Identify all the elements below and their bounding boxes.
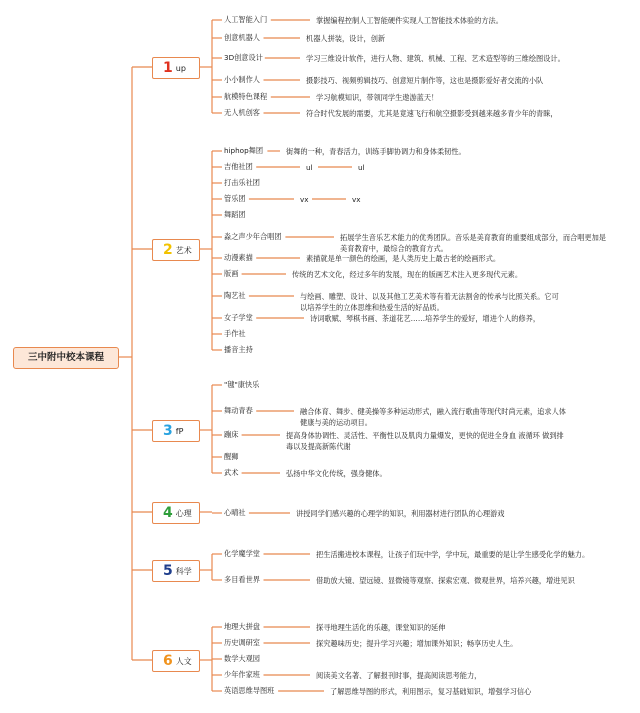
course-description: 摄影技巧、视频剪辑技巧、创意短片制作等，这也是摄影爱好者交流的小队 — [306, 76, 544, 85]
course-description: 阅读美文名著、了解报刊时事，提高阅读思考能力， — [316, 671, 482, 680]
course-label: 航模特色课程 — [224, 92, 268, 101]
category-label: 艺术 — [175, 245, 192, 255]
category-number: 1 — [163, 60, 173, 76]
course-description: 把生活搬进校本课程，让孩子们玩中学，学中玩，最重要的是让学生感受化学的魅力。 — [316, 550, 590, 559]
category-node — [152, 420, 200, 442]
course-label: 管乐团 — [224, 194, 246, 203]
course-label: 数学大观园 — [224, 654, 260, 663]
course-label: 淼之声少年合唱团 — [224, 232, 282, 241]
course-label: 醒狮 — [224, 452, 239, 461]
course-description: 提高身体协调性、灵活性、平衡性以及肌肉力量爆发，更快的促进全身血 液循环 做到排毒以及提高新陈代谢 — [286, 431, 564, 451]
course-extra: vx — [352, 195, 361, 204]
course-description: 学习航模知识，带领同学生遨游蓝天！ — [316, 93, 439, 102]
category-node — [152, 650, 200, 672]
category-label: 科学 — [175, 566, 192, 576]
course-label: 播音主持 — [224, 345, 253, 354]
course-description: 讲授同学们感兴趣的心理学的知识，利用器材进行团队的心理游戏 — [296, 509, 505, 518]
course-label: 武术 — [224, 468, 239, 477]
course-description: 借助放大镜、望远镜、显微镜等观察、探索宏观、微观世界，培养兴趣，增进见识 — [316, 576, 575, 585]
course-description: 符合时代发展的需要，尤其是竟速飞行和航空摄影受到越来越多青少年的青睐， — [306, 109, 558, 118]
category-node — [152, 57, 200, 79]
course-label: "毽"康快乐 — [224, 380, 260, 389]
course-label: 动漫素描 — [224, 253, 253, 262]
category-label: 人文 — [175, 656, 192, 666]
course-label: 英语思维导图班 — [224, 686, 275, 695]
course-label: 化学魔学堂 — [224, 549, 260, 558]
course-label: 女子学堂 — [224, 313, 253, 322]
course-label: 3D创意设计 — [224, 53, 263, 62]
course-description: 探究趣味历史；提升学习兴趣；增加课外知识；畅享历史人生。 — [316, 639, 518, 648]
course-label: 心晴社 — [224, 508, 246, 517]
course-description: 机器人拼装，设计，创新 — [306, 34, 386, 43]
course-description: 诗词歌赋、琴棋书画、茶道花艺……培养学生的爱好，增进个人的修养， — [310, 314, 541, 323]
course-label: 创意机器人 — [224, 33, 260, 42]
course-description: 融合体育、舞步、健美操等多种运动形式，融入流行歌曲等现代时尚元素，追求人体健康与美的运动项目。 — [300, 407, 566, 427]
course-label: 手作社 — [224, 329, 246, 338]
course-label: 舞动青春 — [224, 406, 253, 415]
course-label: 陶艺社 — [224, 291, 246, 300]
category-label: 心理 — [175, 508, 192, 518]
course-label: hiphop舞团 — [224, 146, 264, 155]
category-label: fP — [175, 426, 184, 436]
course-label: 蹦床 — [224, 430, 239, 439]
category-number: 5 — [163, 563, 173, 579]
course-description: 传统的艺术文化，经过多年的发展，现在的版画艺术注入更多现代元素。 — [292, 270, 523, 279]
course-description: 街舞的一种，青春活力，训练手脚协调力和身体柔韧性。 — [286, 147, 466, 156]
course-extra: ul — [358, 163, 365, 172]
root-node: 三中附中校本课程 — [13, 347, 119, 369]
course-label: 小小制作人 — [224, 75, 260, 84]
category-number: 4 — [163, 505, 173, 521]
course-description: 弘扬中华文化传统，强身健体。 — [286, 469, 387, 478]
course-description: 掌握编程控制人工智能硬件实现人工智能技术体验的方法。 — [316, 16, 503, 25]
course-description: 拓展学生音乐艺术能力的优秀团队。音乐是美育教育的重要组成部分，而合唱更加是美育教育中，最综合的教育方式。 — [340, 233, 606, 253]
course-description: 探寻地理生活化的乐趣，课堂知识的延伸 — [316, 623, 446, 632]
course-label: 多目看世界 — [224, 575, 260, 584]
course-description: vx — [300, 195, 309, 204]
course-label: 无人机创客 — [224, 108, 260, 117]
category-label: up — [175, 63, 186, 73]
course-label: 舞蹈团 — [224, 210, 246, 219]
course-label: 地理大拼盘 — [224, 622, 260, 631]
course-label: 少年作家班 — [224, 670, 260, 679]
course-description: 了解思维导图的形式，利用图示，复习基础知识，增强学习信心 — [330, 687, 532, 696]
course-label: 打击乐社团 — [224, 178, 260, 187]
course-label: 历史调研室 — [224, 638, 260, 647]
course-description: ul — [306, 163, 313, 172]
course-label: 人工智能入门 — [224, 15, 268, 24]
category-number: 3 — [163, 423, 173, 439]
category-node — [152, 239, 200, 261]
course-label: 版画 — [224, 269, 239, 278]
course-description: 与绘画、雕塑、设计、以及其他工艺美术等有着无法割舍的传承与比照关系。它可以培养学生的立体思维和热爱生活的好品质。 — [300, 292, 559, 312]
course-description: 素描就是单一颜色的绘画，是人类历史上最古老的绘画形式。 — [306, 254, 501, 263]
course-description: 学习三维设计软件，进行人物、建筑、机械、工程、艺术造型等的三维绘图设计。 — [306, 54, 565, 63]
category-node — [152, 502, 200, 524]
category-number: 6 — [163, 653, 173, 669]
course-label: 吉他社团 — [224, 162, 253, 171]
category-node — [152, 560, 200, 582]
category-number: 2 — [163, 242, 173, 258]
